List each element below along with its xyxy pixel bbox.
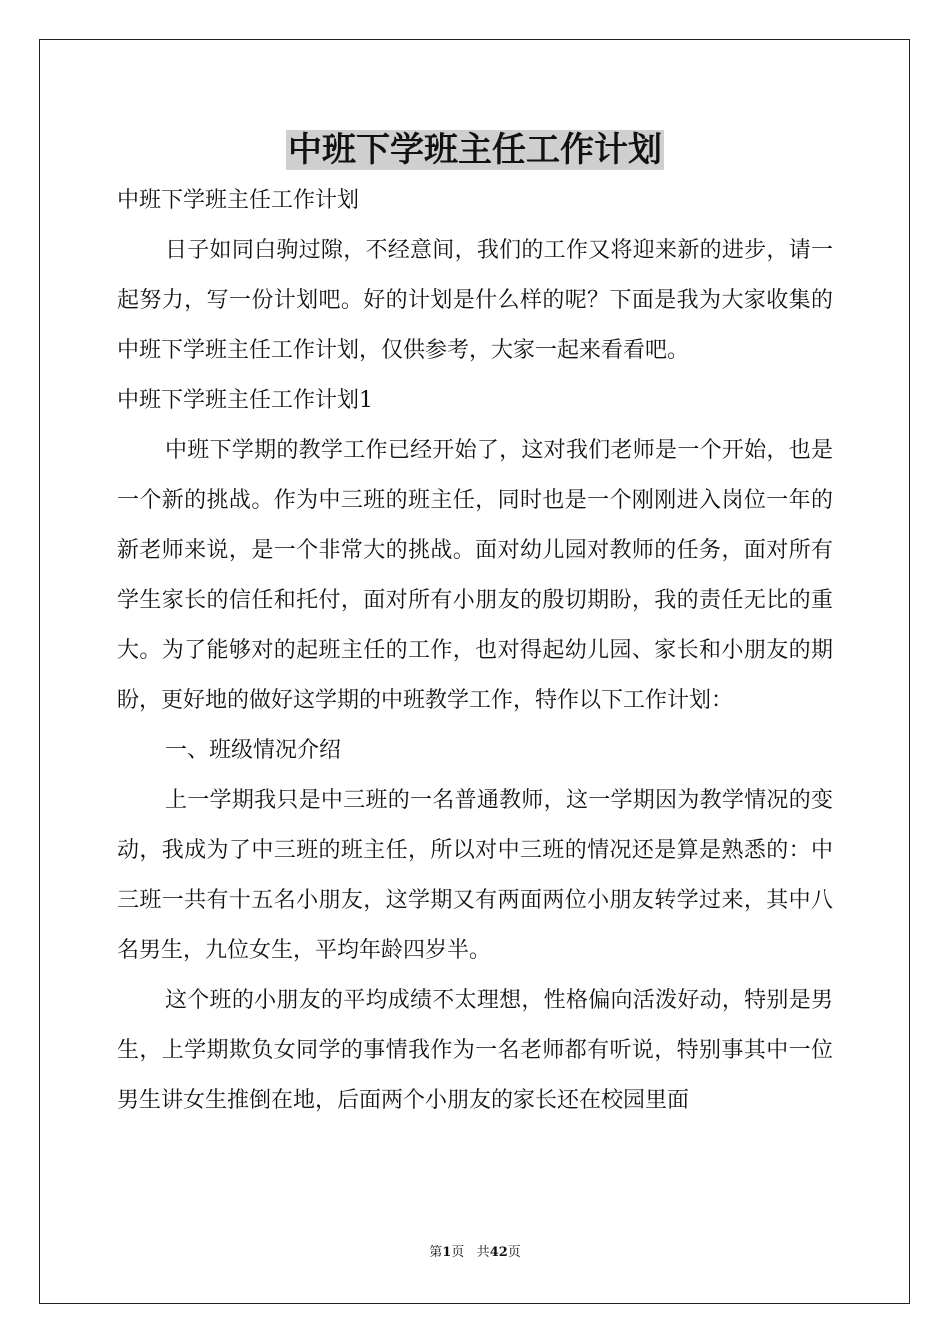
footer-page-prefix: 第 (429, 1245, 443, 1260)
paragraph-subtitle: 中班下学班主任工作计划 (117, 188, 360, 213)
page-footer (0, 1244, 950, 1262)
paragraph-class-behavior: 这个班的小朋友的平均成绩不太理想，性格偏向活泼好动，特别是男生，上学期欺负女同学的事情我作为一名老师都有听说，特别事其中一位男生讲女生推倒在地，后面两个小朋友的家长还在校园里面 (117, 988, 833, 1113)
paragraph-class-info: 上一学期我只是中三班的一名普通教师，这一学期因为教学情况的变动，我成为了中三班的班主任，所以对中三班的情况还是算是熟悉的：中三班一共有十五名小朋友，这学期又有两面两位小朋友转学过来，其中八名男生，九位女生，平均年龄四岁半。 (117, 788, 833, 963)
paragraph-class-heading: 一、班级情况介绍 (165, 738, 342, 763)
document-body (117, 176, 833, 1126)
document-title (0, 128, 950, 172)
paragraph-section-heading: 中班下学班主任工作计划1 (117, 388, 373, 413)
paragraph-intro: 日子如同白驹过隙，不经意间，我们的工作又将迎来新的进步，请一起努力，写一份计划吧。好的计划是什么样的呢？下面是我为大家收集的中班下学班主任工作计划，仅供参考，大家一起来看看吧。 (117, 238, 833, 363)
footer-page-suffix: 页 (451, 1245, 465, 1260)
document-title-text: 中班下学班主任工作计划 (288, 130, 662, 170)
footer-total-pages: 42 (489, 1245, 508, 1260)
paragraph-opening: 中班下学期的教学工作已经开始了，这对我们老师是一个开始，也是一个新的挑战。作为中三班的班主任，同时也是一个刚刚进入岗位一年的新老师来说，是一个非常大的挑战。面对幼儿园对教师的任务，面对所有学生家长的信任和托付，面对所有小朋友的殷切期盼，我的责任无比的重大。为了能够对的起班主任的工作，也对得起幼儿园、家长和小朋友的期盼，更好地的做好这学期的中班教学工作，特作以下工作计划： (117, 438, 833, 713)
footer-total-suffix: 页 (507, 1245, 521, 1260)
footer-total-prefix: 共 (476, 1245, 490, 1260)
footer-page-number: 1 (442, 1245, 452, 1260)
